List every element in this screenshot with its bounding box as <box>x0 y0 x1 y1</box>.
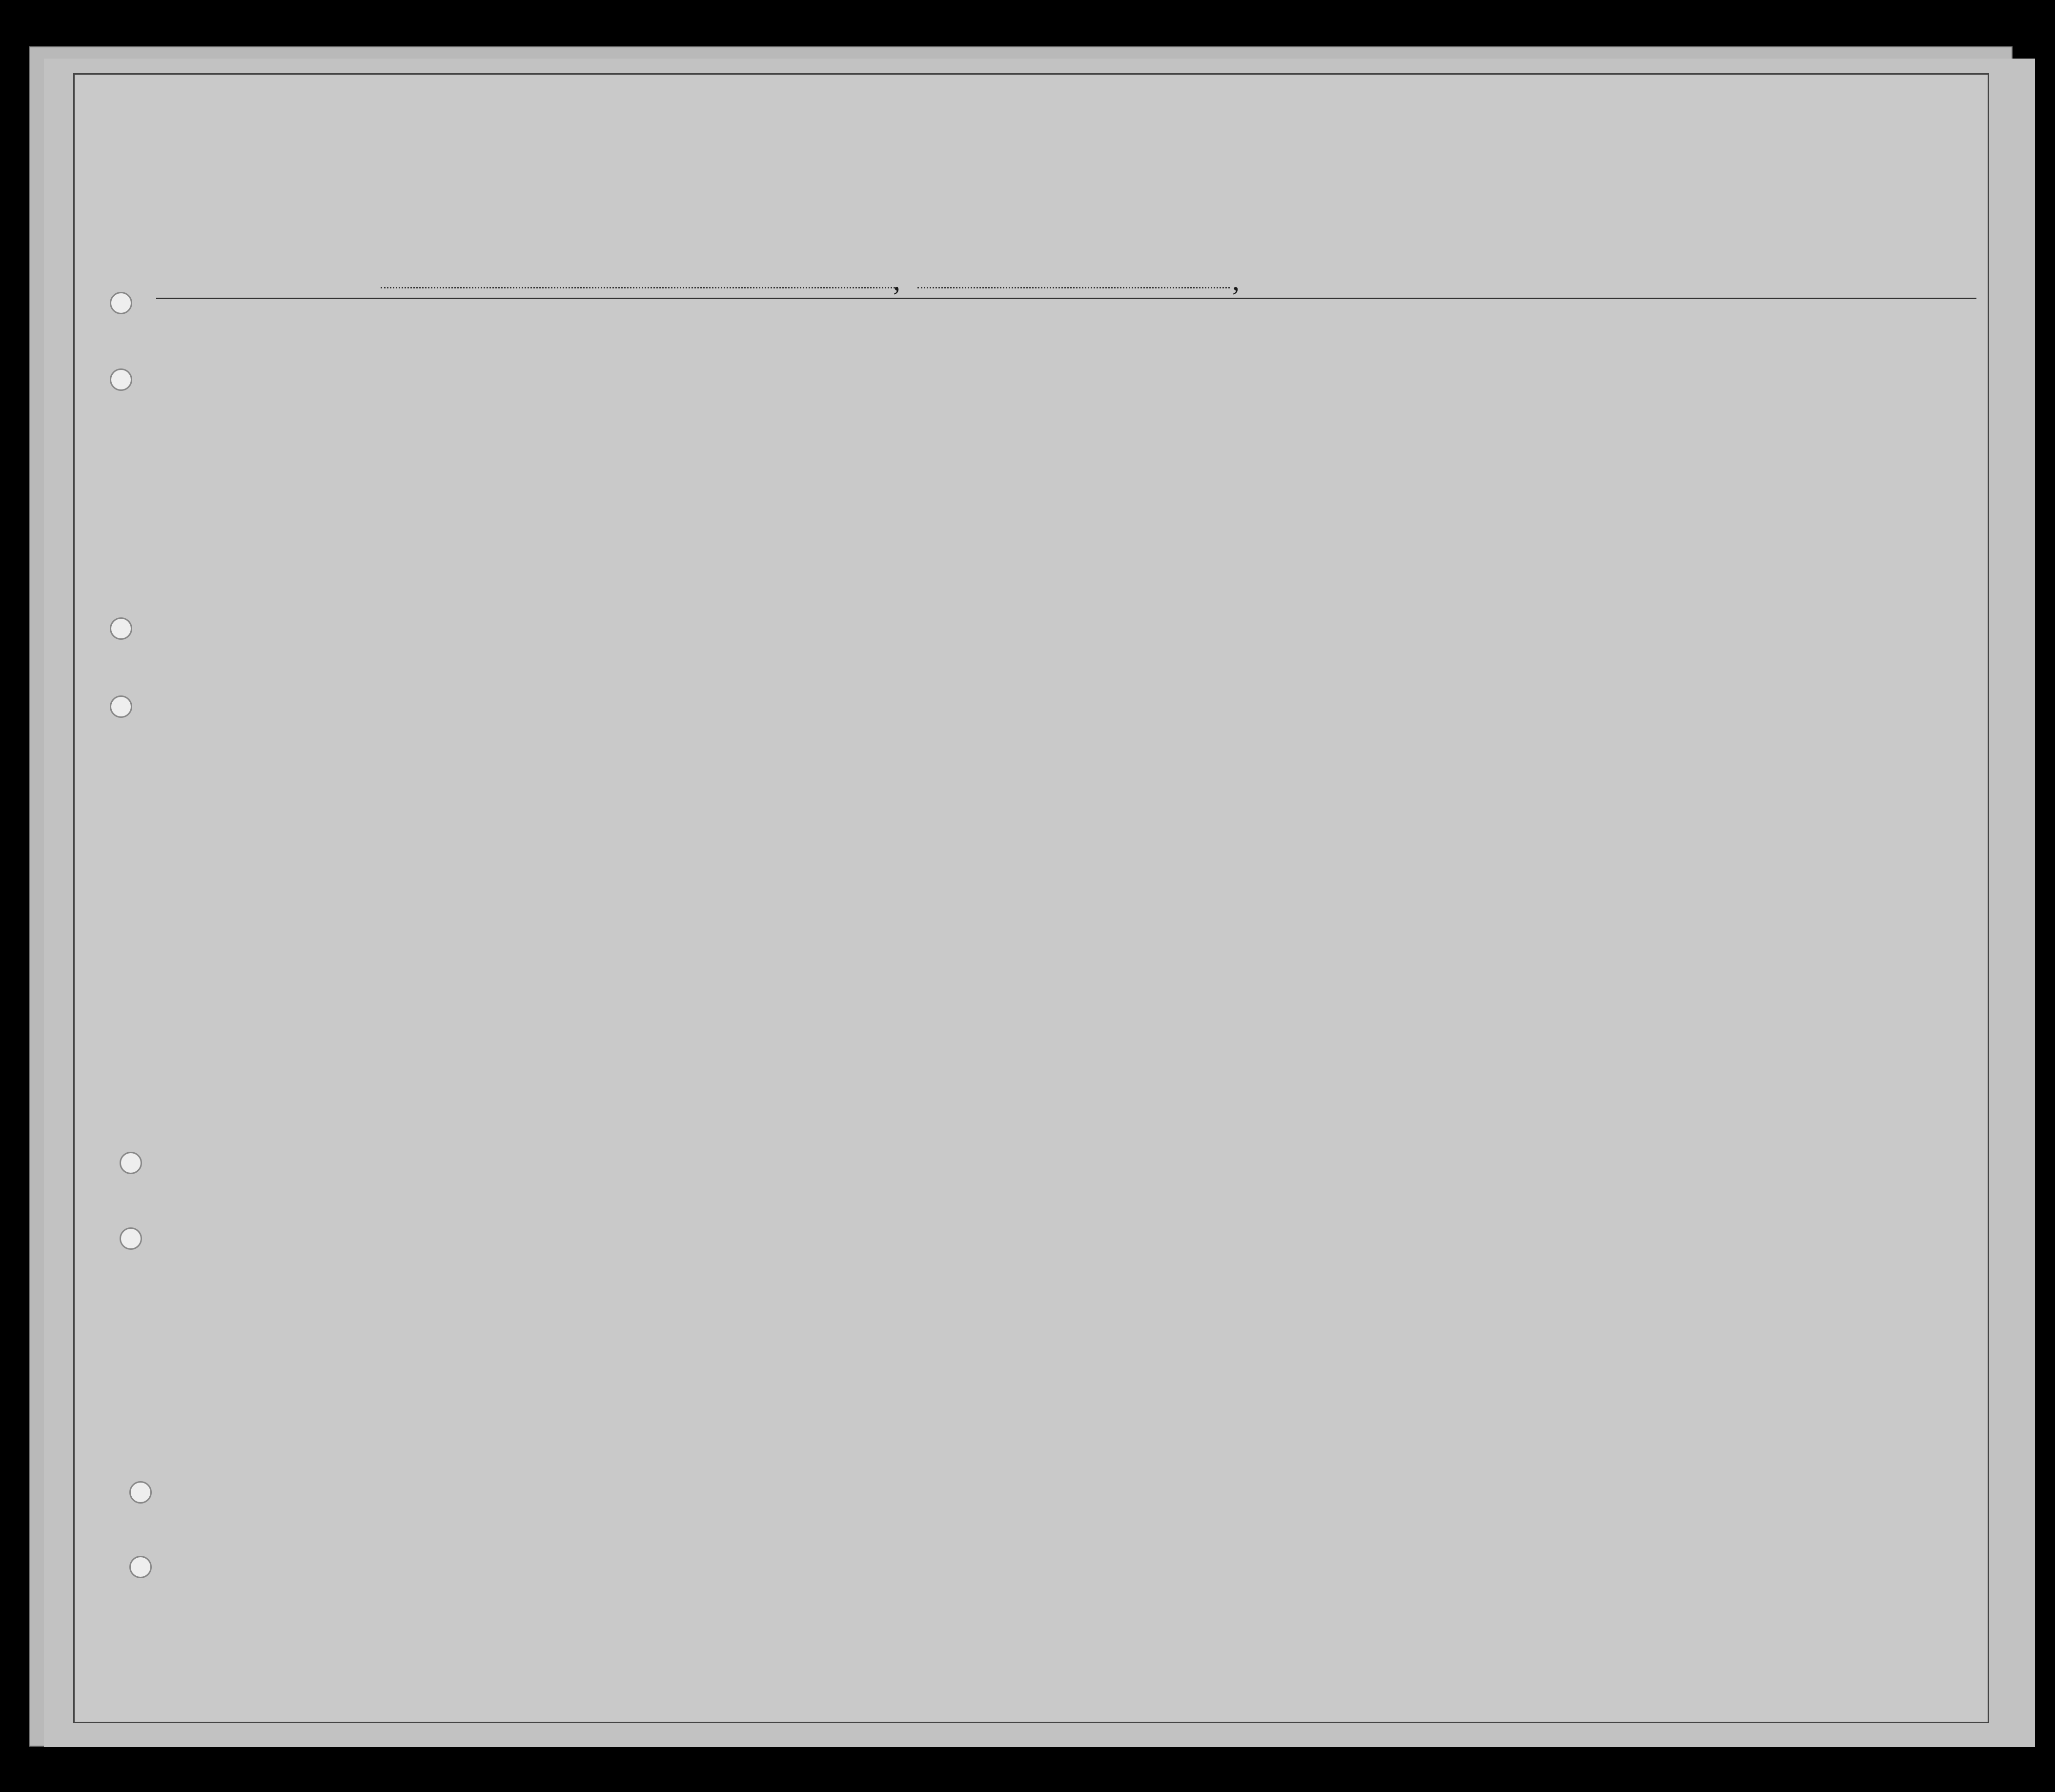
comma: , <box>893 264 900 296</box>
header-purpose-b <box>1261 371 1288 464</box>
header-q31 <box>1542 349 1567 464</box>
header-polygamist <box>1370 349 1390 464</box>
header-purpose-a <box>1215 371 1259 464</box>
header-ticket <box>622 342 650 464</box>
header-anarchist <box>1398 349 1416 464</box>
header-prison <box>1318 349 1364 464</box>
header-purpose-c <box>1291 371 1314 464</box>
header-inches <box>1710 420 1725 459</box>
header-feet <box>1685 429 1699 459</box>
comma: , <box>1232 264 1240 296</box>
header-q30 <box>1514 349 1540 464</box>
header-possession-50 <box>751 342 779 464</box>
header-q29 <box>1479 349 1512 464</box>
header-q28 <box>1423 349 1476 464</box>
